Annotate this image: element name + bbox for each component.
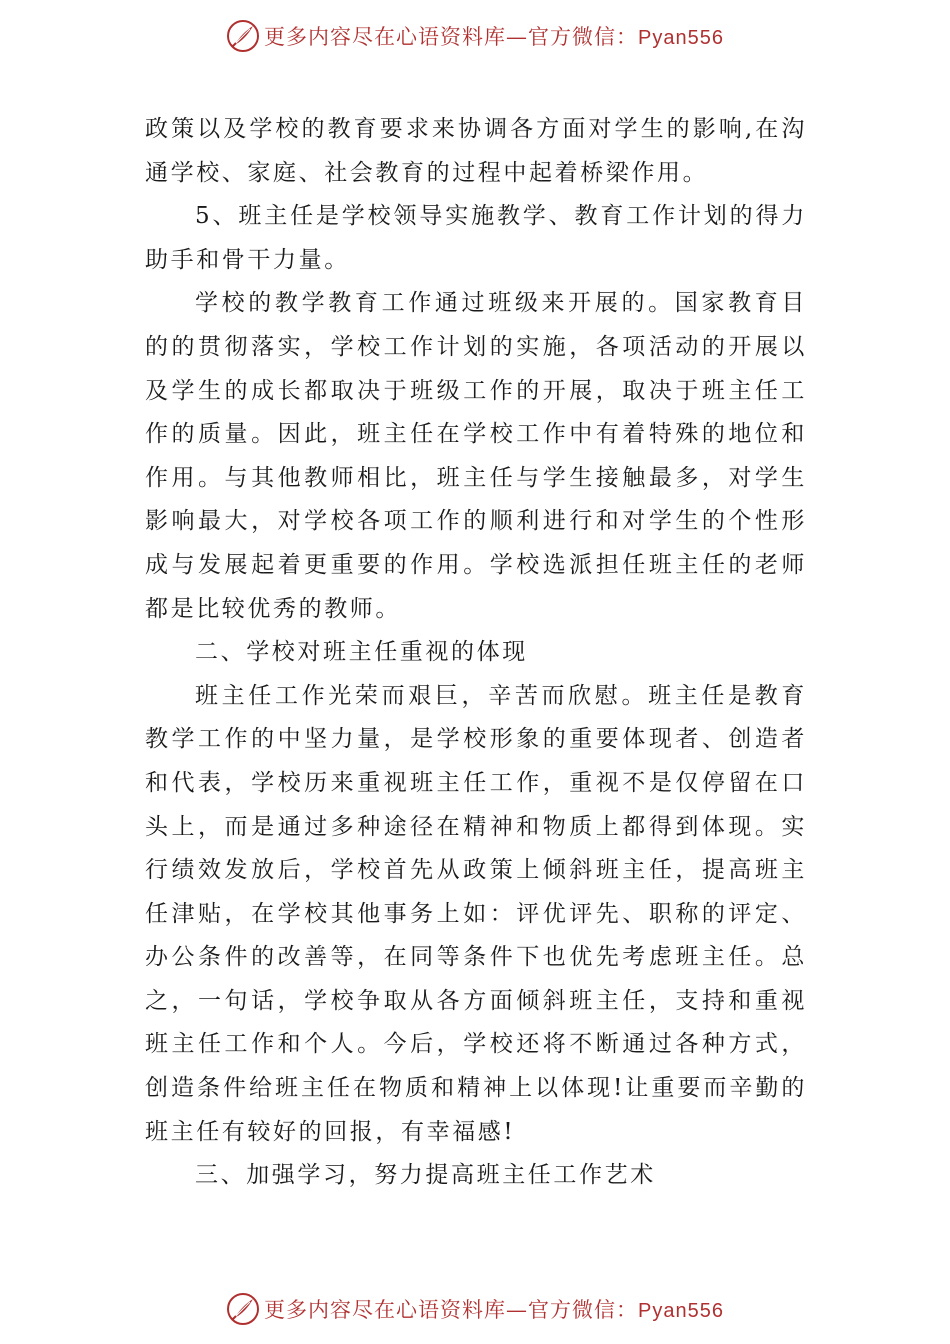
section-heading: 三、加强学习，努力提高班主任工作艺术 [195,1162,656,1189]
header-banner [0,16,950,56]
document-body [145,108,807,1198]
section-heading: 二、学校对班主任重视的体现 [195,639,528,666]
header-text [264,21,724,51]
header-wechat-id: Pyan556 [638,27,724,49]
footer-text [264,1294,724,1324]
feather-logo-icon [226,1292,260,1326]
footer-banner [0,1289,950,1329]
paragraph: 班主任工作光荣而艰巨，辛苦而欣慰。班主任是教育教学工作的中坚力量，是学校形象的重要体现者、创造者和代表，学校历来重视班主任工作，重视不是仅停留在口头上，而是通过多种途径在精神和物质上都得到体现。实行绩效发放后，学校首先从政策上倾斜班主任，提高班主任津贴，在学校其他事务上如：评优评先、职称的评定、办公条件的改善等，在同等条件下也优先考虑班主任。总之，一句话，学校争取从各方面倾斜班主任，支持和重视班主任工作和个人。今后，学校还将不断通过各种方式，创造条件给班主任在物质和精神上以体现!让重要而辛勤的班主任有较好的回报，有幸福感! [145,682,807,1145]
paragraph: 5、班主任是学校领导实施教学、教育工作计划的得力助手和骨干力量。 [145,203,807,273]
paragraph: 学校的教学教育工作通过班级来开展的。国家教育目的的贯彻落实，学校工作计划的实施，各项活动的开展以及学生的成长都取决于班级工作的开展，取决于班主任工作的质量。因此，班主任在学校工作中有着特殊的地位和作用。与其他教师相比，班主任与学生接触最多，对学生影响最大，对学校各项工作的顺利进行和对学生的个性形成与发展起着更重要的作用。学校选派担任班主任的老师都是比较优秀的教师。 [145,290,807,622]
footer-label: 更多内容尽在心语资料库—官方微信： [264,1298,639,1322]
paragraph: 政策以及学校的教育要求来协调各方面对学生的影响,在沟通学校、家庭、社会教育的过程中起着桥梁作用。 [145,116,807,186]
header-label: 更多内容尽在心语资料库—官方微信： [264,25,639,49]
feather-logo-icon [226,19,260,53]
footer-wechat-id: Pyan556 [638,1300,724,1322]
